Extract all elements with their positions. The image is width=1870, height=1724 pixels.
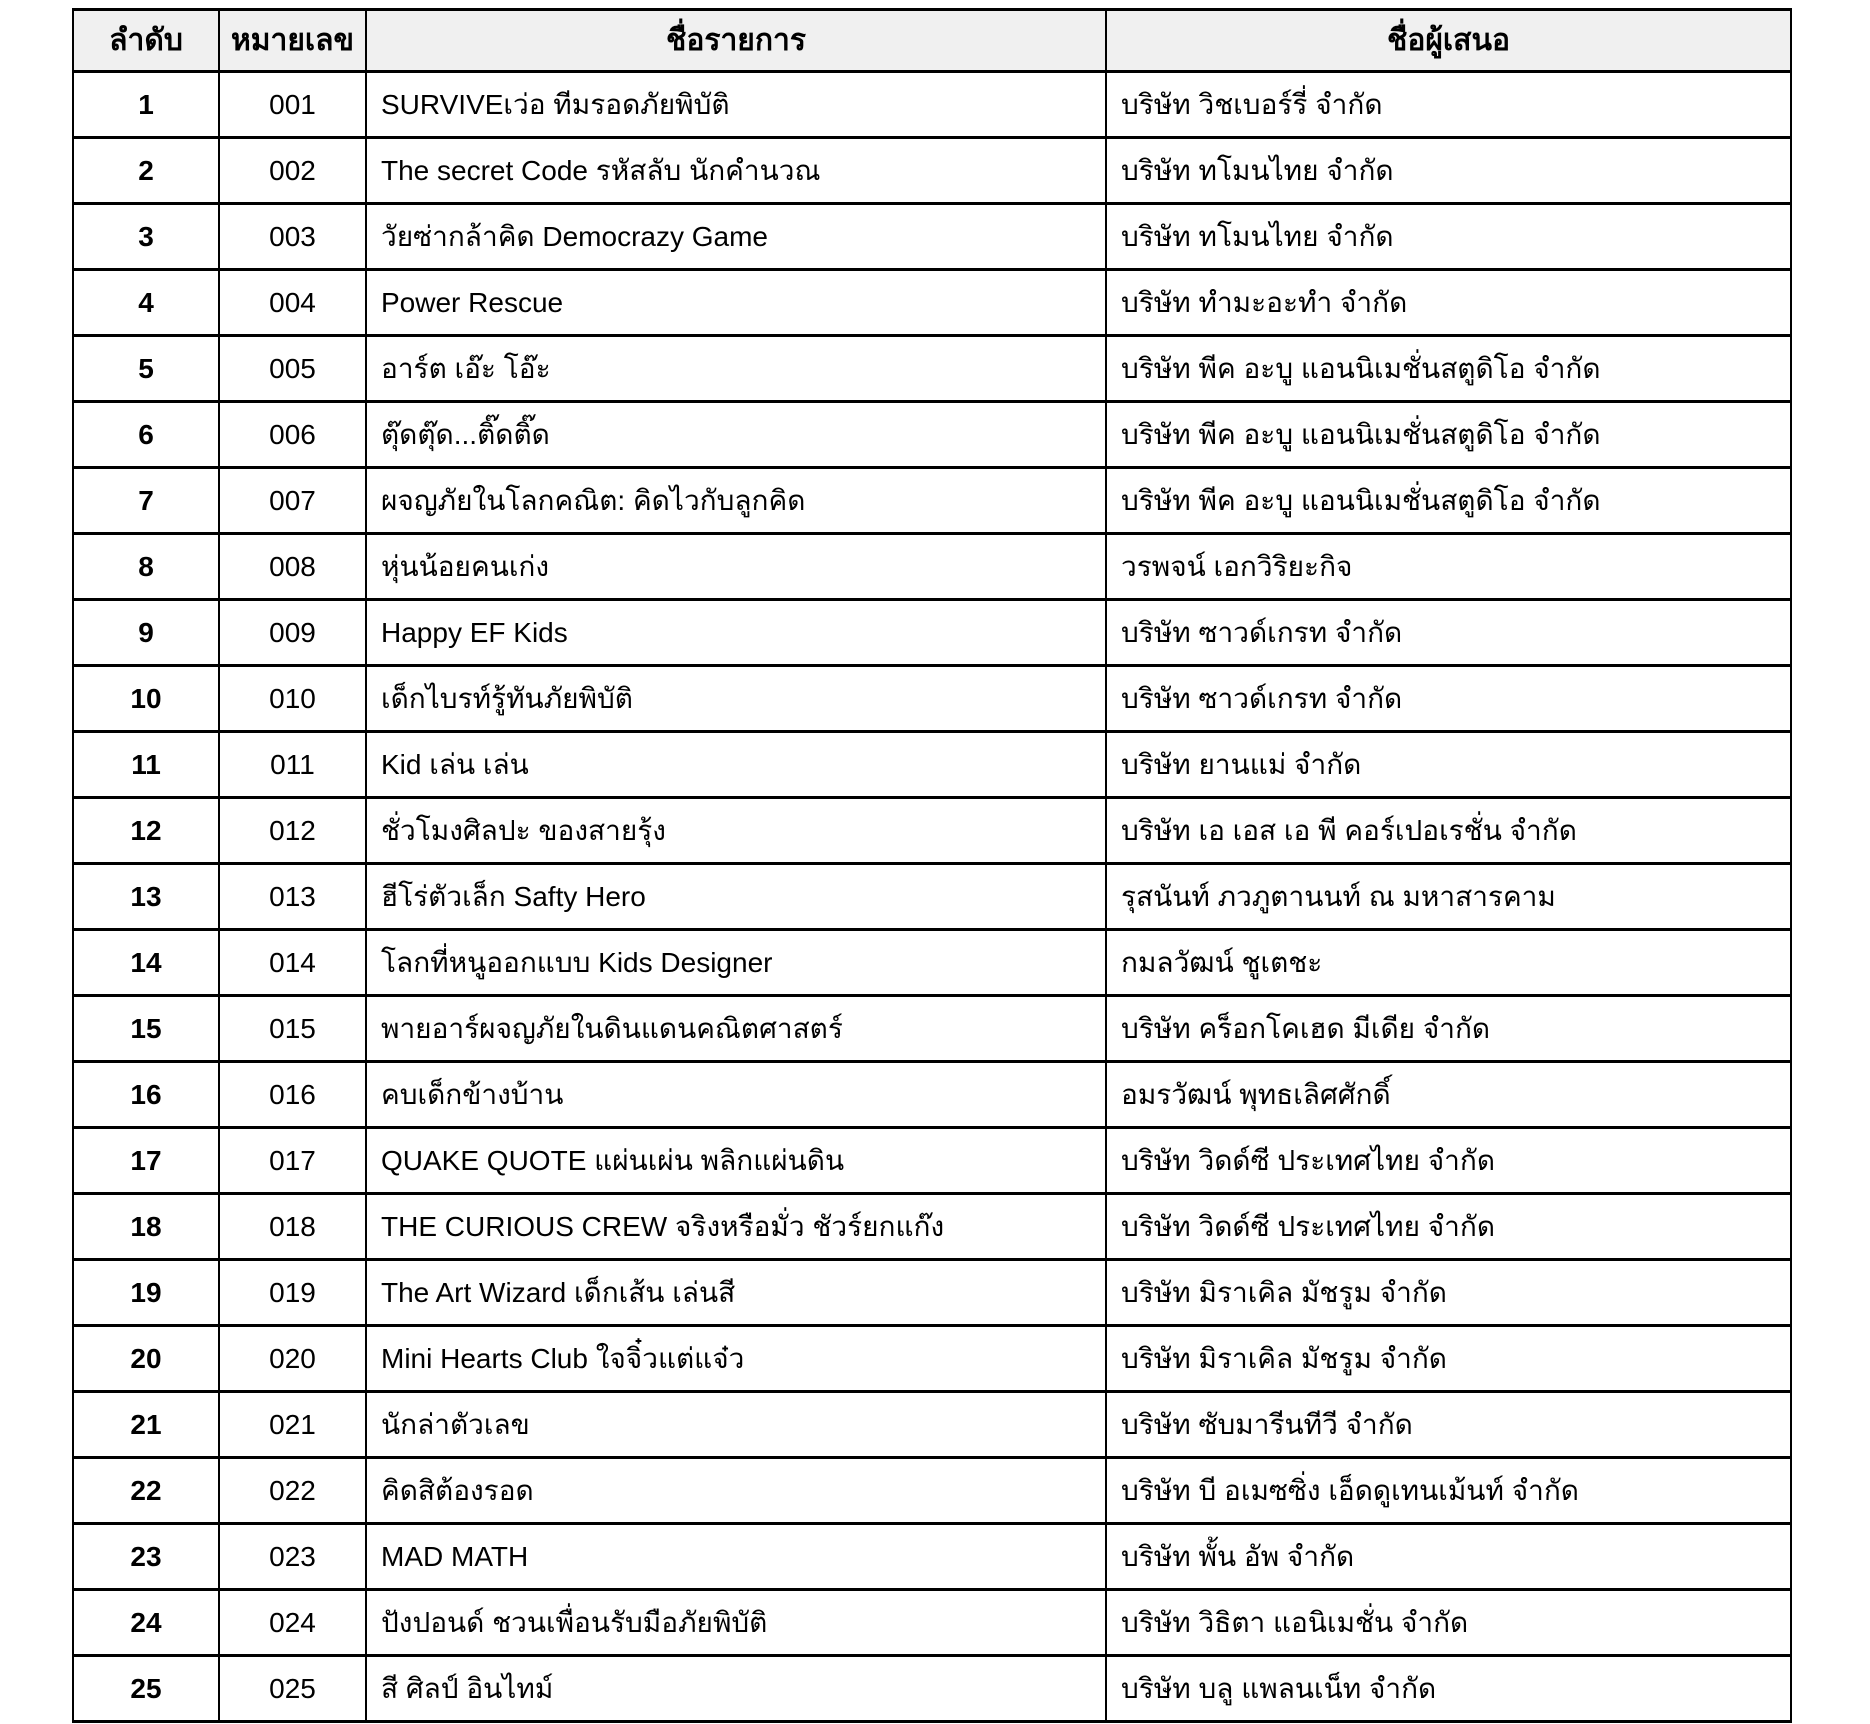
cell-number: 015	[219, 996, 366, 1062]
table-row	[73, 1260, 1791, 1326]
cell-proposer: บริษัท คร็อกโคเฮด มีเดีย จำกัด	[1106, 996, 1791, 1062]
cell-number: 004	[219, 270, 366, 336]
cell-index: 9	[73, 600, 219, 666]
cell-index: 21	[73, 1392, 219, 1458]
header-title: ชื่อรายการ	[366, 10, 1106, 72]
table-row	[73, 600, 1791, 666]
table-row	[73, 1128, 1791, 1194]
table-row	[73, 732, 1791, 798]
table-row	[73, 204, 1791, 270]
cell-number: 010	[219, 666, 366, 732]
cell-title: Mini Hearts Club ใจจิ๋วแต่แจ๋ว	[366, 1326, 1106, 1392]
cell-proposer: บริษัท บลู แพลนเน็ท จำกัด	[1106, 1656, 1791, 1722]
table-row	[73, 1590, 1791, 1656]
cell-index: 4	[73, 270, 219, 336]
cell-index: 14	[73, 930, 219, 996]
cell-proposer: บริษัท วิดด์ซี ประเทศไทย จำกัด	[1106, 1194, 1791, 1260]
cell-index: 13	[73, 864, 219, 930]
cell-number: 011	[219, 732, 366, 798]
cell-proposer: บริษัท ซาวด์เกรท จำกัด	[1106, 600, 1791, 666]
cell-title: SURVIVEเว่อ ทีมรอดภัยพิบัติ	[366, 72, 1106, 138]
table-row	[73, 468, 1791, 534]
cell-proposer: อมรวัฒน์ พุทธเลิศศักดิ์	[1106, 1062, 1791, 1128]
cell-index: 16	[73, 1062, 219, 1128]
table-row	[73, 864, 1791, 930]
cell-number: 007	[219, 468, 366, 534]
table-row	[73, 1062, 1791, 1128]
cell-title: ตุ๊ดตุ๊ด...ติ๊ดติ๊ด	[366, 402, 1106, 468]
cell-number: 019	[219, 1260, 366, 1326]
cell-proposer: บริษัท ซาวด์เกรท จำกัด	[1106, 666, 1791, 732]
cell-number: 012	[219, 798, 366, 864]
cell-title: The secret Code รหัสลับ นักคำนวณ	[366, 138, 1106, 204]
cell-number: 020	[219, 1326, 366, 1392]
cell-number: 005	[219, 336, 366, 402]
cell-index: 22	[73, 1458, 219, 1524]
table-row	[73, 138, 1791, 204]
cell-title: The Art Wizard เด็กเส้น เล่นสี	[366, 1260, 1106, 1326]
cell-number: 013	[219, 864, 366, 930]
cell-index: 23	[73, 1524, 219, 1590]
cell-number: 023	[219, 1524, 366, 1590]
cell-proposer: บริษัท พั้น อัพ จำกัด	[1106, 1524, 1791, 1590]
table-row	[73, 666, 1791, 732]
cell-proposer: บริษัท พีค อะบู แอนนิเมชั่นสตูดิโอ จำกัด	[1106, 402, 1791, 468]
cell-title: คบเด็กข้างบ้าน	[366, 1062, 1106, 1128]
header-number: หมายเลข	[219, 10, 366, 72]
table-row	[73, 798, 1791, 864]
table-row	[73, 402, 1791, 468]
cell-title: นักล่าตัวเลข	[366, 1392, 1106, 1458]
cell-proposer: บริษัท วิดด์ซี ประเทศไทย จำกัด	[1106, 1128, 1791, 1194]
cell-number: 021	[219, 1392, 366, 1458]
table-row	[73, 1656, 1791, 1722]
cell-title: Happy EF Kids	[366, 600, 1106, 666]
cell-proposer: วรพจน์ เอกวิริยะกิจ	[1106, 534, 1791, 600]
cell-title: THE CURIOUS CREW จริงหรือมั่ว ชัวร์ยกแก๊ง	[366, 1194, 1106, 1260]
cell-number: 003	[219, 204, 366, 270]
cell-number: 017	[219, 1128, 366, 1194]
cell-title: ชั่วโมงศิลปะ ของสายรุ้ง	[366, 798, 1106, 864]
cell-index: 8	[73, 534, 219, 600]
cell-proposer: บริษัท เอ เอส เอ พี คอร์เปอเรชั่น จำกัด	[1106, 798, 1791, 864]
cell-proposer: บริษัท ซับมารีนทีวี จำกัด	[1106, 1392, 1791, 1458]
cell-number: 006	[219, 402, 366, 468]
cell-title: เด็กไบรท์รู้ทันภัยพิบัติ	[366, 666, 1106, 732]
cell-proposer: บริษัท พีค อะบู แอนนิเมชั่นสตูดิโอ จำกัด	[1106, 468, 1791, 534]
cell-number: 018	[219, 1194, 366, 1260]
cell-title: วัยซ่ากล้าคิด Democrazy Game	[366, 204, 1106, 270]
cell-index: 3	[73, 204, 219, 270]
cell-title: Power Rescue	[366, 270, 1106, 336]
table-row	[73, 1458, 1791, 1524]
cell-proposer: รุสนันท์ ภวภูตานนท์ ณ มหาสารคาม	[1106, 864, 1791, 930]
cell-title: MAD MATH	[366, 1524, 1106, 1590]
cell-index: 10	[73, 666, 219, 732]
cell-index: 5	[73, 336, 219, 402]
table-row	[73, 336, 1791, 402]
cell-number: 016	[219, 1062, 366, 1128]
table-row	[73, 270, 1791, 336]
cell-proposer: บริษัท ทโมนไทย จำกัด	[1106, 138, 1791, 204]
cell-index: 12	[73, 798, 219, 864]
cell-proposer: บริษัท ทำมะอะทำ จำกัด	[1106, 270, 1791, 336]
cell-proposer: บริษัท วิชเบอร์รี่ จำกัด	[1106, 72, 1791, 138]
cell-title: ปังปอนด์ ชวนเพื่อนรับมือภัยพิบัติ	[366, 1590, 1106, 1656]
cell-index: 24	[73, 1590, 219, 1656]
cell-number: 001	[219, 72, 366, 138]
cell-index: 6	[73, 402, 219, 468]
table-row	[73, 1392, 1791, 1458]
header-proposer: ชื่อผู้เสนอ	[1106, 10, 1791, 72]
cell-index: 25	[73, 1656, 219, 1722]
table-row	[73, 996, 1791, 1062]
cell-index: 1	[73, 72, 219, 138]
cell-proposer: บริษัท ยานแม่ จำกัด	[1106, 732, 1791, 798]
cell-title: หุ่นน้อยคนเก่ง	[366, 534, 1106, 600]
cell-title: ผจญภัยในโลกคณิต: คิดไวกับลูกคิด	[366, 468, 1106, 534]
cell-index: 2	[73, 138, 219, 204]
cell-title: ฮีโร่ตัวเล็ก Safty Hero	[366, 864, 1106, 930]
cell-title: คิดสิต้องรอด	[366, 1458, 1106, 1524]
cell-index: 15	[73, 996, 219, 1062]
cell-number: 002	[219, 138, 366, 204]
cell-number: 014	[219, 930, 366, 996]
header-row	[73, 10, 1791, 72]
table-row	[73, 1524, 1791, 1590]
cell-index: 19	[73, 1260, 219, 1326]
cell-title: Kid เล่น เล่น	[366, 732, 1106, 798]
cell-proposer: กมลวัฒน์ ชูเตชะ	[1106, 930, 1791, 996]
header-index: ลำดับ	[73, 10, 219, 72]
table-row	[73, 930, 1791, 996]
cell-proposer: บริษัท บี อเมซซิ่ง เอ็ดดูเทนเม้นท์ จำกัด	[1106, 1458, 1791, 1524]
cell-index: 18	[73, 1194, 219, 1260]
cell-proposer: บริษัท พีค อะบู แอนนิเมชั่นสตูดิโอ จำกัด	[1106, 336, 1791, 402]
cell-number: 009	[219, 600, 366, 666]
table-row	[73, 534, 1791, 600]
table-row	[73, 1326, 1791, 1392]
cell-title: อาร์ต เอ๊ะ โอ๊ะ	[366, 336, 1106, 402]
cell-number: 024	[219, 1590, 366, 1656]
cell-proposer: บริษัท มิราเคิล มัชรูม จำกัด	[1106, 1326, 1791, 1392]
cell-title: QUAKE QUOTE แผ่นเผ่น พลิกแผ่นดิน	[366, 1128, 1106, 1194]
program-list-table	[72, 8, 1792, 1723]
cell-number: 025	[219, 1656, 366, 1722]
cell-proposer: บริษัท ทโมนไทย จำกัด	[1106, 204, 1791, 270]
cell-number: 008	[219, 534, 366, 600]
cell-index: 17	[73, 1128, 219, 1194]
cell-title: โลกที่หนูออกแบบ Kids Designer	[366, 930, 1106, 996]
cell-title: สี ศิลป์ อินไทม์	[366, 1656, 1106, 1722]
cell-number: 022	[219, 1458, 366, 1524]
cell-proposer: บริษัท วิธิตา แอนิเมชั่น จำกัด	[1106, 1590, 1791, 1656]
table-row	[73, 1194, 1791, 1260]
cell-title: พายอาร์ผจญภัยในดินแดนคณิตศาสตร์	[366, 996, 1106, 1062]
cell-index: 7	[73, 468, 219, 534]
cell-index: 11	[73, 732, 219, 798]
table-row	[73, 72, 1791, 138]
cell-index: 20	[73, 1326, 219, 1392]
cell-proposer: บริษัท มิราเคิล มัชรูม จำกัด	[1106, 1260, 1791, 1326]
